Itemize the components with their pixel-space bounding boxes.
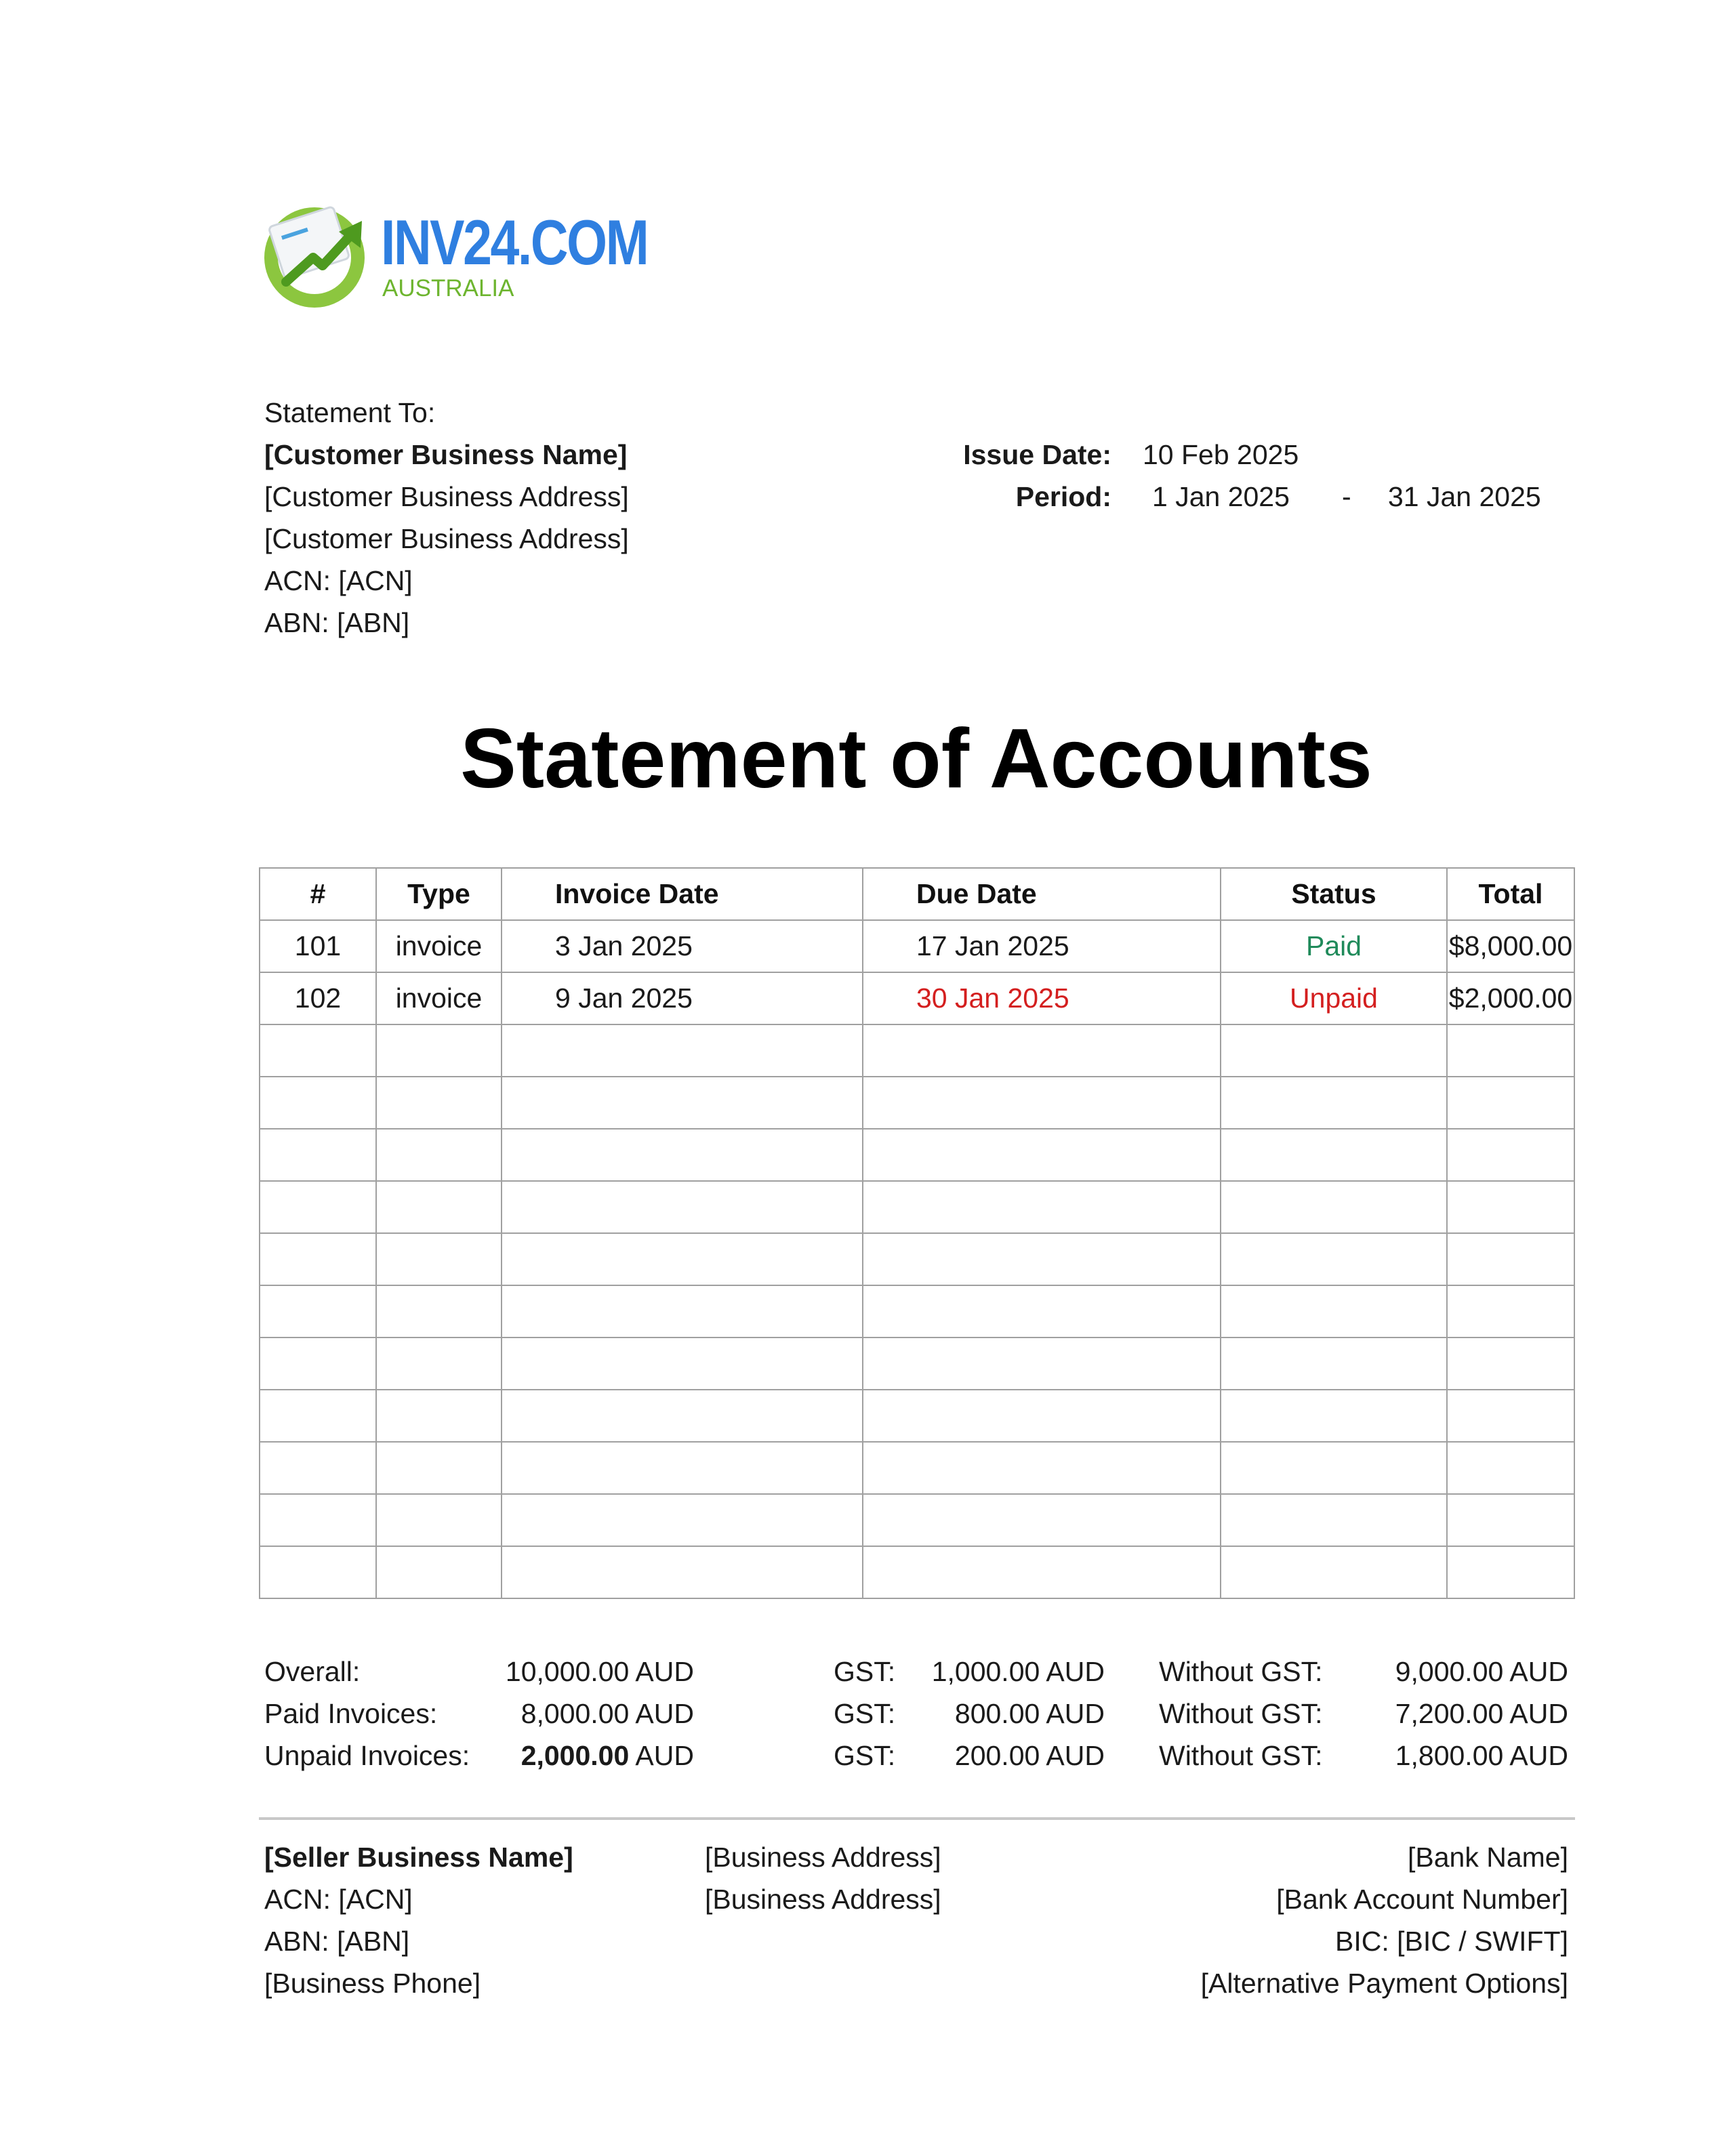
- cell-empty: [1447, 1442, 1574, 1494]
- table-row-empty: [260, 1338, 1574, 1390]
- bank-account-number: [Bank Account Number]: [1276, 1884, 1568, 1915]
- table-row-empty: [260, 1024, 1574, 1077]
- customer-name: [Customer Business Name]: [264, 439, 628, 470]
- table-row-empty: [260, 1494, 1574, 1546]
- cell-empty: [260, 1338, 376, 1390]
- cell-empty: [863, 1494, 1221, 1546]
- cell-invoice-date: 9 Jan 2025: [502, 972, 863, 1024]
- bank-bic: BIC: [BIC / SWIFT]: [1335, 1926, 1568, 1957]
- cell-empty: [1447, 1024, 1574, 1077]
- cell-empty: [260, 1390, 376, 1442]
- summary-unpaid-without-gst-label: Without GST:: [1159, 1740, 1323, 1771]
- cell-due-date: 17 Jan 2025: [863, 920, 1221, 972]
- bank-name: [Bank Name]: [1408, 1842, 1568, 1873]
- cell-empty: [1221, 1024, 1447, 1077]
- summary-paid-without-gst: 7,200.00 AUD: [1395, 1698, 1568, 1729]
- cell-empty: [502, 1181, 863, 1233]
- table-row-empty: [260, 1077, 1574, 1129]
- summary-overall-without-gst-label: Without GST:: [1159, 1656, 1323, 1687]
- customer-address-2: [Customer Business Address]: [264, 523, 629, 554]
- table-row-empty: [260, 1285, 1574, 1338]
- cell-empty: [1221, 1181, 1447, 1233]
- cell-total: $2,000.00: [1447, 972, 1574, 1024]
- invoice-growth-arrow-logo-icon: [260, 195, 375, 310]
- summary-overall-amount: 10,000.00 AUD: [505, 1656, 694, 1687]
- cell-empty: [1447, 1077, 1574, 1129]
- issue-date-label: Issue Date:: [963, 439, 1111, 470]
- period-end: 31 Jan 2025: [1388, 481, 1541, 512]
- cell-empty: [1221, 1546, 1447, 1598]
- cell-empty: [502, 1129, 863, 1181]
- cell-number: 102: [260, 972, 376, 1024]
- cell-empty: [502, 1390, 863, 1442]
- summary-overall-label: Overall:: [264, 1656, 361, 1687]
- cell-empty: [502, 1233, 863, 1285]
- page-title: Statement of Accounts: [460, 712, 1372, 806]
- cell-empty: [260, 1024, 376, 1077]
- table-header-row: [260, 868, 1574, 920]
- table-row-empty: [260, 1129, 1574, 1181]
- period-start: 1 Jan 2025: [1152, 481, 1290, 512]
- col-header-total: Total: [1447, 868, 1574, 920]
- cell-empty: [1447, 1181, 1574, 1233]
- cell-empty: [376, 1390, 502, 1442]
- summary-paid-gst-label: GST:: [834, 1698, 896, 1729]
- cell-empty: [1447, 1390, 1574, 1442]
- bank-info-block: [1084, 1836, 1568, 2004]
- cell-empty: [1447, 1494, 1574, 1546]
- statement-table: [259, 867, 1575, 1599]
- summary-unpaid-without-gst: 1,800.00 AUD: [1395, 1740, 1568, 1771]
- cell-empty: [376, 1494, 502, 1546]
- seller-abn: ABN: [ABN]: [264, 1926, 410, 1957]
- table-row-empty: [260, 1181, 1574, 1233]
- summary-unpaid-gst-label: GST:: [834, 1740, 896, 1771]
- cell-empty: [1221, 1442, 1447, 1494]
- cell-empty: [502, 1494, 863, 1546]
- col-header-invoice-date: Invoice Date: [502, 868, 863, 920]
- bill-to-block: [264, 392, 629, 644]
- summary-unpaid-gst: 200.00 AUD: [954, 1740, 1105, 1771]
- cell-empty: [1221, 1129, 1447, 1181]
- cell-number: 101: [260, 920, 376, 972]
- table-row: [260, 972, 1574, 1024]
- cell-empty: [502, 1546, 863, 1598]
- cell-empty: [502, 1077, 863, 1129]
- cell-empty: [1221, 1494, 1447, 1546]
- cell-empty: [1221, 1233, 1447, 1285]
- seller-phone: [Business Phone]: [264, 1968, 481, 1999]
- cell-empty: [376, 1077, 502, 1129]
- cell-empty: [863, 1442, 1221, 1494]
- cell-empty: [502, 1442, 863, 1494]
- seller-info-block: [264, 1836, 573, 2004]
- cell-empty: [863, 1546, 1221, 1598]
- cell-invoice-date: 3 Jan 2025: [502, 920, 863, 972]
- table-row-empty: [260, 1546, 1574, 1598]
- cell-empty: [1447, 1338, 1574, 1390]
- cell-empty: [376, 1129, 502, 1181]
- company-logo: [260, 195, 648, 317]
- issue-date-value: 10 Feb 2025: [1143, 439, 1299, 470]
- cell-empty: [1447, 1129, 1574, 1181]
- cell-empty: [376, 1181, 502, 1233]
- table-row: [260, 920, 1574, 972]
- seller-address-block: [705, 1836, 941, 1920]
- cell-empty: [863, 1077, 1221, 1129]
- logo-brand-text: INV24.COM: [381, 207, 648, 278]
- cell-empty: [376, 1546, 502, 1598]
- cell-empty: [260, 1285, 376, 1338]
- cell-empty: [863, 1338, 1221, 1390]
- col-header-due-date: Due Date: [863, 868, 1221, 920]
- cell-empty: [1221, 1077, 1447, 1129]
- cell-empty: [260, 1233, 376, 1285]
- cell-empty: [1221, 1285, 1447, 1338]
- seller-name: [Seller Business Name]: [264, 1842, 573, 1873]
- cell-empty: [863, 1024, 1221, 1077]
- logo-country-text: AUSTRALIA: [382, 275, 514, 302]
- cell-empty: [260, 1546, 376, 1598]
- period-dash: -: [1342, 481, 1351, 512]
- seller-address-1: [Business Address]: [705, 1842, 941, 1873]
- table-row-empty: [260, 1233, 1574, 1285]
- cell-status-unpaid: Unpaid: [1221, 972, 1447, 1024]
- cell-empty: [1447, 1285, 1574, 1338]
- summary-paid-label: Paid Invoices:: [264, 1698, 438, 1729]
- cell-empty: [376, 1233, 502, 1285]
- cell-empty: [1447, 1546, 1574, 1598]
- customer-address-1: [Customer Business Address]: [264, 481, 629, 512]
- col-header-status: Status: [1221, 868, 1447, 920]
- footer-divider: [259, 1817, 1575, 1820]
- cell-empty: [1447, 1233, 1574, 1285]
- customer-acn: ACN: [ACN]: [264, 565, 413, 596]
- cell-empty: [863, 1390, 1221, 1442]
- summary-unpaid-amount-unit: AUD: [629, 1740, 694, 1771]
- summary-unpaid-label: Unpaid Invoices:: [264, 1740, 470, 1771]
- col-header-number: #: [260, 868, 376, 920]
- summary-overall-gst: 1,000.00 AUD: [931, 1656, 1105, 1687]
- summary-paid-amount: 8,000.00 AUD: [520, 1698, 694, 1729]
- table-row-empty: [260, 1390, 1574, 1442]
- col-header-type: Type: [376, 868, 502, 920]
- summary-paid-without-gst-label: Without GST:: [1159, 1698, 1323, 1729]
- cell-due-date-overdue: 30 Jan 2025: [863, 972, 1221, 1024]
- customer-abn: ABN: [ABN]: [264, 607, 410, 638]
- cell-empty: [502, 1024, 863, 1077]
- cell-empty: [376, 1285, 502, 1338]
- cell-empty: [863, 1233, 1221, 1285]
- cell-empty: [376, 1442, 502, 1494]
- cell-empty: [863, 1181, 1221, 1233]
- bill-to-heading: Statement To:: [264, 397, 436, 428]
- alternative-payment-options: [Alternative Payment Options]: [1200, 1968, 1568, 1999]
- cell-empty: [1221, 1338, 1447, 1390]
- cell-empty: [502, 1338, 863, 1390]
- cell-empty: [260, 1129, 376, 1181]
- cell-empty: [376, 1338, 502, 1390]
- cell-empty: [502, 1285, 863, 1338]
- cell-empty: [376, 1024, 502, 1077]
- cell-empty: [260, 1181, 376, 1233]
- seller-address-2: [Business Address]: [705, 1884, 941, 1915]
- period-label: Period:: [1015, 481, 1111, 512]
- cell-empty: [260, 1077, 376, 1129]
- summary-overall-without-gst: 9,000.00 AUD: [1395, 1656, 1568, 1687]
- cell-empty: [863, 1129, 1221, 1181]
- cell-status-paid: Paid: [1221, 920, 1447, 972]
- cell-empty: [863, 1285, 1221, 1338]
- summary-paid-gst: 800.00 AUD: [954, 1698, 1105, 1729]
- cell-empty: [260, 1442, 376, 1494]
- cell-type: invoice: [376, 920, 502, 972]
- summary-unpaid-amount: [474, 1735, 694, 1777]
- cell-total: $8,000.00: [1447, 920, 1574, 972]
- table-row-empty: [260, 1442, 1574, 1494]
- cell-empty: [260, 1494, 376, 1546]
- seller-acn: ACN: [ACN]: [264, 1884, 413, 1915]
- summary-overall-gst-label: GST:: [834, 1656, 896, 1687]
- cell-empty: [1221, 1390, 1447, 1442]
- cell-type: invoice: [376, 972, 502, 1024]
- summary-unpaid-amount-value: 2,000.00: [520, 1740, 630, 1771]
